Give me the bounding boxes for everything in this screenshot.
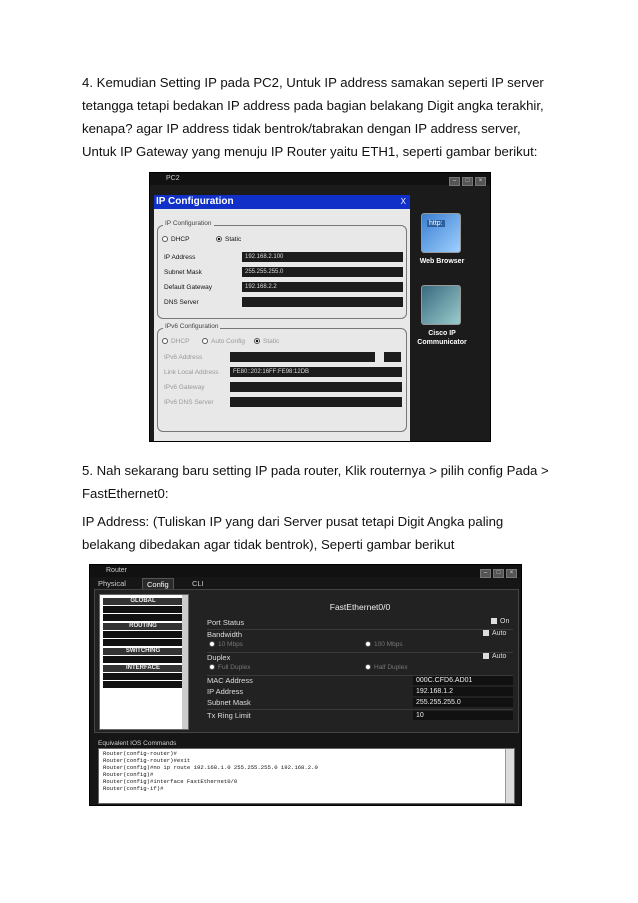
- ipv4-config-group: [157, 220, 407, 319]
- ipv6-prefix-input[interactable]: [384, 352, 401, 362]
- router-window: [89, 564, 522, 806]
- ipv6-dns-input[interactable]: [230, 397, 402, 407]
- static-radio[interactable]: Static: [216, 236, 241, 243]
- subnet-mask-input[interactable]: 255.255.255.0: [242, 267, 403, 277]
- web-browser-icon[interactable]: [421, 213, 461, 253]
- desktop-apps-panel: [412, 187, 486, 441]
- ipv6-config-group: [157, 323, 407, 432]
- console-line: Router(config-if)#: [103, 785, 164, 792]
- ip-address-label: IP Address: [164, 254, 196, 261]
- nav-item[interactable]: [103, 606, 183, 613]
- mac-address-label: MAC Address: [207, 676, 253, 685]
- nav-scrollbar[interactable]: [182, 595, 188, 729]
- bandwidth-auto-checkbox[interactable]: Auto: [483, 630, 506, 637]
- radio-icon: [209, 641, 215, 647]
- dns-server-input[interactable]: [242, 297, 403, 307]
- text-line: 5. Nah sekarang baru setting IP pada router, Klik routernya > pilih config Pada >: [82, 463, 549, 478]
- console-scrollbar[interactable]: [505, 749, 514, 803]
- text-line: belakang dibedakan agar tidak bentrok), Seperti gambar berikut: [82, 537, 455, 552]
- bandwidth-label: Bandwidth: [207, 630, 243, 639]
- console-line: Router(config)#interface FastEthernet0/0: [103, 778, 238, 785]
- radio-selected-icon: [216, 236, 222, 242]
- subnet-mask-label: Subnet Mask: [164, 269, 202, 276]
- radio-icon: [202, 338, 208, 344]
- minimize-icon[interactable]: –: [449, 177, 460, 186]
- tab-cli[interactable]: CLI: [192, 579, 204, 588]
- check-icon: [491, 618, 497, 624]
- web-browser-label[interactable]: Web Browser: [419, 258, 465, 265]
- browser-icon-text: http:: [429, 220, 443, 227]
- group-title: IP Configuration: [165, 220, 212, 227]
- tx-ring-limit-input[interactable]: 10: [413, 711, 513, 720]
- ip-configuration-panel: [154, 195, 410, 441]
- close-icon[interactable]: ×: [506, 569, 517, 578]
- text-line: FastEthernet0:: [82, 486, 169, 501]
- nav-item[interactable]: [103, 639, 183, 646]
- ipv6-address-label: IPv6 Address: [164, 354, 203, 361]
- duplex-auto-checkbox[interactable]: Auto: [483, 653, 506, 660]
- router-titlebar: [90, 565, 521, 577]
- nav-header-global[interactable]: GLOBAL: [103, 598, 183, 605]
- tx-ring-limit-label: Tx Ring Limit: [207, 711, 251, 720]
- ipv6-dns-label: IPv6 DNS Server: [164, 399, 214, 406]
- nav-item[interactable]: [103, 631, 183, 638]
- dns-server-label: DNS Server: [164, 299, 199, 306]
- default-gateway-input[interactable]: 192.168.2.2: [242, 282, 403, 292]
- nav-item[interactable]: [103, 681, 183, 688]
- tab-config[interactable]: Config: [142, 578, 174, 590]
- pc2-window: [149, 172, 491, 442]
- radio-icon: [162, 236, 168, 242]
- window-controls: [447, 175, 486, 183]
- pc2-window-title: PC2: [166, 175, 180, 182]
- interface-settings-panel: [207, 594, 513, 728]
- config-nav-list: [99, 594, 189, 730]
- paragraph-step-5: [82, 459, 572, 505]
- divider: [207, 652, 513, 653]
- maximize-icon[interactable]: □: [493, 569, 504, 578]
- group-title: IPv6 Configuration: [165, 323, 219, 330]
- bw-100-radio[interactable]: 100 Mbps: [365, 641, 403, 648]
- ip-configuration-header: [154, 195, 410, 209]
- console-line: Router(config-router)#exit: [103, 757, 191, 764]
- check-icon: [483, 653, 489, 659]
- v6-auto-config-radio[interactable]: Auto Config: [202, 338, 245, 345]
- radio-icon: [162, 338, 168, 344]
- text-line: 4. Kemudian Setting IP pada PC2, Untuk IP address samakan seperti IP server: [82, 75, 544, 90]
- window-controls: [478, 567, 517, 575]
- paragraph-ip-address: [82, 510, 572, 556]
- config-tab-body: [94, 589, 519, 733]
- port-status-label: Port Status: [207, 618, 245, 627]
- minimize-icon[interactable]: –: [480, 569, 491, 578]
- half-duplex-radio[interactable]: Half Duplex: [365, 664, 408, 671]
- full-duplex-radio[interactable]: Full Duplex: [209, 664, 251, 671]
- bw-10-radio[interactable]: 10 Mbps: [209, 641, 243, 648]
- radio-icon: [209, 664, 215, 670]
- console-line: Router(config-router)#: [103, 750, 177, 757]
- text-line: IP Address: (Tuliskan IP yang dari Server pusat tetapi Digit Angka paling: [82, 514, 504, 529]
- ios-commands-label: Equivalent IOS Commands: [98, 740, 177, 747]
- check-icon: [483, 630, 489, 636]
- nav-header-switching[interactable]: SWITCHING: [103, 648, 183, 655]
- close-icon[interactable]: ×: [475, 177, 486, 186]
- radio-selected-icon: [254, 338, 260, 344]
- maximize-icon[interactable]: □: [462, 177, 473, 186]
- nav-header-routing[interactable]: ROUTING: [103, 623, 183, 630]
- radio-icon: [365, 641, 371, 647]
- nav-item[interactable]: [103, 614, 183, 621]
- divider: [207, 629, 513, 630]
- nav-item[interactable]: [103, 673, 183, 680]
- nav-header-interface[interactable]: INTERFACE: [103, 665, 183, 672]
- pc2-titlebar: [150, 173, 490, 185]
- radio-icon: [365, 664, 371, 670]
- console-line: Router(config)#no ip route 192.168.1.0 255.255.255.0 192.168.2.0: [103, 764, 318, 771]
- link-local-label: Link Local Address: [164, 369, 219, 376]
- mac-address-input[interactable]: 000C.CFD6.AD01: [413, 676, 513, 685]
- default-gateway-label: Default Gateway: [164, 284, 213, 291]
- ipv6-address-input[interactable]: [230, 352, 375, 362]
- nav-item[interactable]: [103, 656, 183, 663]
- port-status-checkbox[interactable]: On: [491, 618, 509, 625]
- ios-commands-console[interactable]: [98, 748, 515, 804]
- paragraph-step-4: [82, 71, 572, 163]
- text-line: Untuk IP Gateway yang menuju IP Router yaitu ETH1, seperti gambar berikut:: [82, 144, 538, 159]
- ipv6-gateway-input[interactable]: [230, 382, 402, 392]
- cisco-ip-label-1[interactable]: Cisco IP: [428, 330, 456, 337]
- text-line: tetangga tetapi bedakan IP address pada bagian belakang Digit angka terakhir,: [82, 98, 544, 113]
- console-line: Router(config)#: [103, 771, 154, 778]
- ip-address-input[interactable]: 192.168.1.2: [413, 687, 513, 696]
- ipv6-gateway-label: IPv6 Gateway: [164, 384, 205, 391]
- v6-static-radio[interactable]: Static: [254, 338, 279, 345]
- link-local-input[interactable]: FE80::202:16FF:FE98:12DB: [230, 367, 402, 377]
- cisco-ip-communicator-icon[interactable]: [421, 285, 461, 325]
- dhcp-radio[interactable]: DHCP: [162, 236, 189, 243]
- tab-physical[interactable]: Physical: [98, 579, 126, 588]
- close-panel-button[interactable]: X: [400, 197, 406, 206]
- duplex-label: Duplex: [207, 653, 231, 662]
- router-window-title: Router: [106, 567, 128, 574]
- panel-title: IP Configuration: [156, 196, 234, 207]
- ip-address-label: IP Address: [207, 687, 244, 696]
- text-line: kenapa? agar IP address tidak bentrok/tabrakan dengan IP address server,: [82, 121, 521, 136]
- subnet-mask-input[interactable]: 255.255.255.0: [413, 698, 513, 707]
- ip-address-input[interactable]: 192.168.2.100: [242, 252, 403, 262]
- interface-title: FastEthernet0/0: [329, 602, 391, 612]
- v6-dhcp-radio[interactable]: DHCP: [162, 338, 189, 345]
- cisco-ip-label-2[interactable]: Communicator: [417, 339, 467, 346]
- divider: [207, 709, 513, 710]
- subnet-mask-label: Subnet Mask: [207, 698, 251, 707]
